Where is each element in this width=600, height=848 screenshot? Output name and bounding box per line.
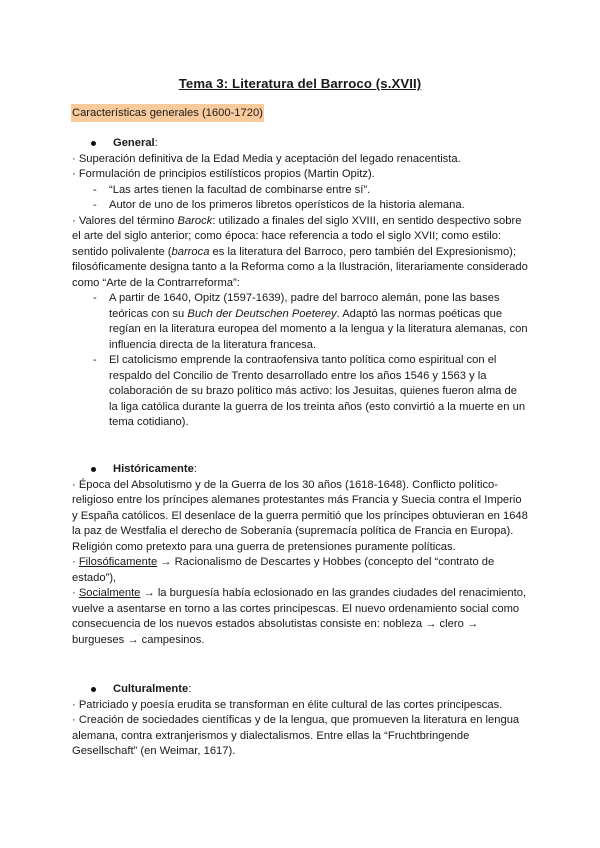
section-culturalmente — [72, 682, 528, 760]
bullet-icon — [91, 467, 96, 472]
text-paragraph: · Época del Absolutismo y de la Guerra de los 30 años (1618-1648). Conflicto político-religioso entre los príncipes alemanes protestantes más Francia y Suecia contra el Imperio y España católicos. El desenlace de la guerra permitió que los príncipes obtuvieran en 1648 la paz de Westfalia el derecho de Soberanía (supremacía política de Francia en Europa). Religión como pretexto para una guerra de pretensiones puramente políticas. — [72, 478, 528, 553]
section-heading-culturalmente: Culturalmente: — [72, 682, 528, 698]
highlighted-subtitle: Características generales (1600-1720) — [71, 104, 264, 122]
page-title: Tema 3: Literatura del Barroco (s.XVII) — [178, 76, 422, 91]
text-line: · Formulación de principios estilísticos propios (Martin Opitz). — [72, 168, 375, 180]
section-heading-general: General: — [72, 136, 528, 152]
text-paragraph: · Creación de sociedades científicas y de la lengua, que promueven la literatura en lengua alemana, contra extranjerismos y dialectalismos. Entre ellas la “Fruchtbringende Gesellschaft” (en Weimar, 1617). — [72, 714, 520, 757]
section-historicamente — [72, 462, 528, 648]
text-paragraph: · Filosóficamente → Racionalismo de Descartes y Hobbes (concepto del “contrato de estado”), — [72, 556, 495, 584]
bullet-icon — [91, 687, 96, 692]
text-paragraph: · Valores del término Barock: utilizado a finales del siglo XVIII, en sentido despectivo sobre el arte del siglo anterior; como época: hace referencia a todo el siglo XVII; como estilo: sentido polivalente (barroca es la literatura del Barroco, pero también del Expresionismo); filosóficamente designa tanto a la Reforma como a la Ilustración, literariamente considerado como “Arte de la Contrarreforma”: — [72, 214, 528, 289]
dash-item: - Autor de uno de los primeros libretos operísticos de la historia alemana. — [93, 199, 465, 211]
text-paragraph: · Patriciado y poesía erudita se transforman en élite cultural de las cortes principescas. — [72, 698, 503, 711]
section-general — [72, 136, 528, 431]
dash-item: - A partir de 1640, Opitz (1597-1639), padre del barroco alemán, pone las bases teóricas con su Buch der Deutschen Poeterey. Adaptó las normas poéticas que regían en la literatura europea del momento a la lengua y la literatura alemanas, con influencia directa de la literatura francesa. — [93, 292, 528, 351]
section-heading-historicamente: Históricamente: — [72, 462, 528, 478]
dash-item: - “Las artes tienen la facultad de combinarse entre sí”. — [93, 183, 371, 196]
text-paragraph: · Socialmente → la burguesía había eclosionado en las grandes ciudades del renacimiento, vuelve a asentarse en torno a las cortes principescas. El nuevo ordenamiento social como consecuencia de los nuevos estados absolutistas consiste en: nobleza → clero → burgueses → campesinos. — [72, 587, 527, 646]
dash-item: - El catolicismo emprende la contraofensiva tanto política como espiritual con el respaldo del Concilio de Trento desarrollado entre los años 1546 y 1563 y la colaboración de su brazo político más activo: los Jesuitas, quienes fueron alma de la liga católica durante la guerra de los treinta años (esto convirtió a la muerte en un tema cotidiano). — [93, 354, 526, 428]
text-line: · Superación definitiva de la Edad Media y aceptación del legado renacentista. — [72, 152, 461, 165]
bullet-icon — [91, 141, 96, 146]
